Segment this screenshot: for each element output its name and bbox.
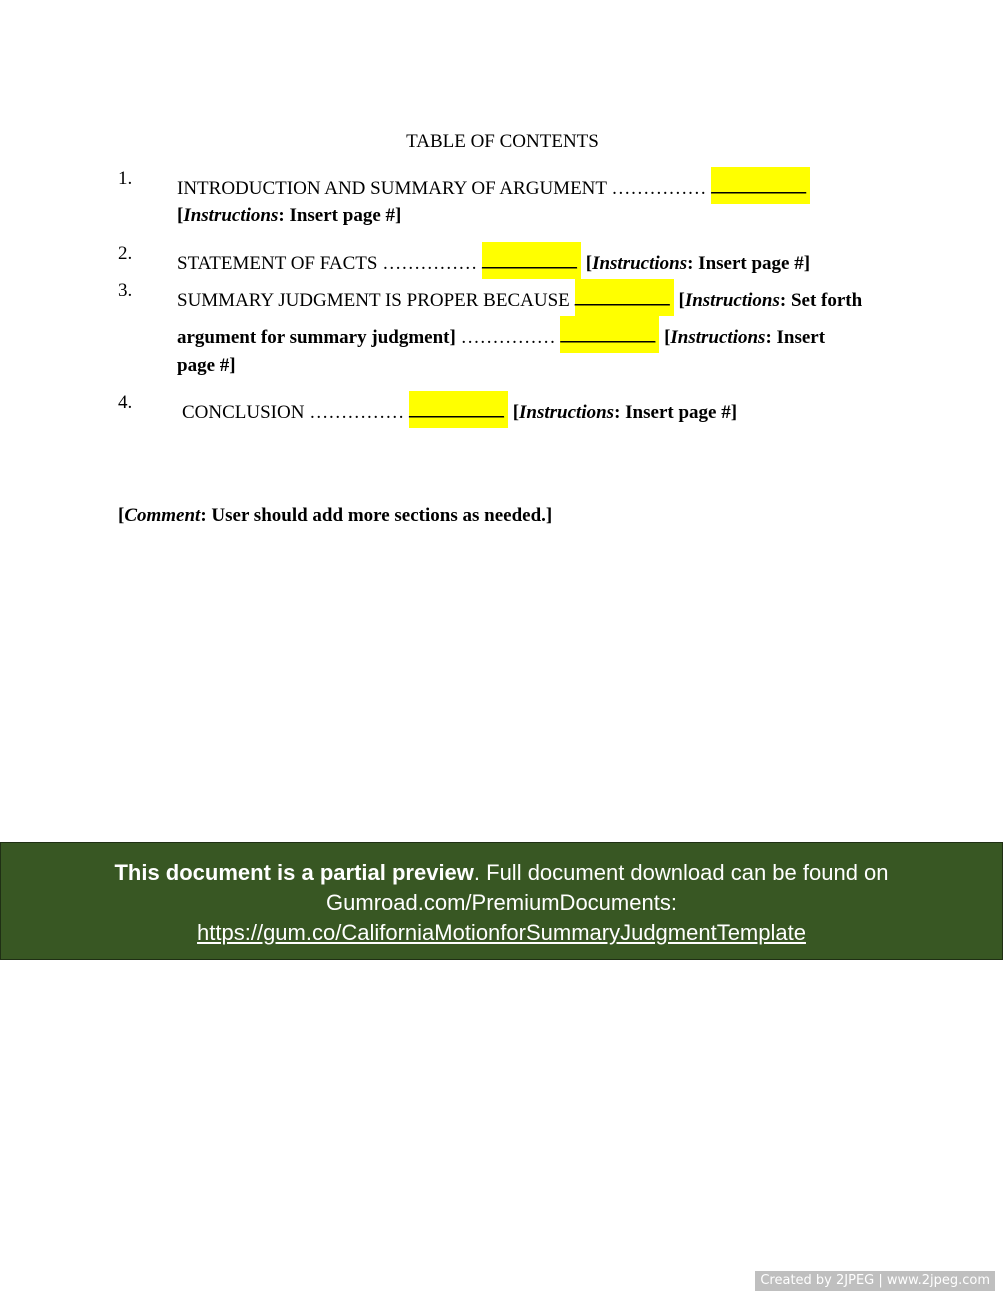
toc-item-3-page-field[interactable] — [560, 316, 659, 353]
instructions-text: : Set forth — [779, 290, 863, 311]
toc-item-1-dots: …………… — [611, 178, 707, 199]
preview-banner — [0, 842, 1003, 960]
toc-item-2-line — [177, 242, 810, 279]
instructions-text: : Insert page #] — [614, 402, 738, 423]
toc-item-3-heading-field[interactable] — [575, 279, 674, 316]
toc-item-3-text: SUMMARY JUDGMENT IS PROPER BECAUSE — [177, 290, 570, 311]
toc-item-4-dots: …………… — [309, 402, 405, 423]
instructions-text: : Insert page #] — [687, 253, 811, 274]
toc-title: TABLE OF CONTENTS — [406, 131, 599, 152]
banner-strong: This document is a partial preview — [114, 860, 474, 885]
bracket: [ — [177, 205, 184, 226]
instructions-label: Instructions — [183, 205, 279, 226]
toc-item-4-line — [182, 391, 737, 428]
toc-item-4-text: CONCLUSION — [182, 402, 305, 423]
toc-comment — [118, 504, 552, 528]
toc-item-4-page-field[interactable] — [409, 391, 508, 428]
toc-item-2-dots: …………… — [382, 253, 478, 274]
toc-item-3-dots: …………… — [460, 327, 556, 348]
toc-item-3-instructions-2 — [664, 327, 825, 348]
toc-item-3-line-2 — [177, 316, 825, 353]
toc-item-4-number: 4. — [118, 392, 133, 413]
page-blank: __________ — [560, 324, 656, 345]
toc-item-1-text: INTRODUCTION AND SUMMARY OF ARGUMENT — [177, 178, 607, 199]
banner-line-1 — [1, 858, 1002, 888]
toc-item-1-number: 1. — [118, 168, 133, 189]
instructions-label: Instructions — [670, 327, 766, 348]
banner-rest: . Full document download can be found on — [473, 860, 889, 885]
instructions-label: Instructions — [592, 253, 688, 274]
toc-item-2-page-field[interactable] — [482, 242, 581, 279]
page-blank: __________ — [408, 399, 504, 420]
instructions-text: : Insert — [765, 327, 826, 348]
toc-item-2-text: STATEMENT OF FACTS — [177, 253, 378, 274]
toc-item-1-line — [177, 167, 810, 204]
bracket: [ — [585, 253, 593, 274]
toc-item-3-line — [177, 279, 862, 316]
watermark-stamp: Created by 2JPEG | www.2jpeg.com — [755, 1271, 995, 1291]
toc-item-1-page-field[interactable] — [711, 167, 810, 204]
instructions-label: Instructions — [684, 290, 780, 311]
instructions-text: : Insert page #] — [278, 205, 402, 226]
banner-line-2: Gumroad.com/PremiumDocuments: — [326, 890, 677, 915]
page-blank: __________ — [481, 250, 577, 271]
bracket: [ — [512, 402, 520, 423]
toc-item-3-number: 3. — [118, 280, 133, 301]
toc-item-2-instructions — [586, 253, 810, 274]
bracket: [ — [678, 290, 685, 311]
toc-item-3-line-2-text: argument for summary judgment] — [177, 327, 456, 348]
toc-item-3-instructions-1 — [679, 290, 863, 311]
bracket: [ — [118, 505, 125, 526]
page-blank: __________ — [711, 175, 807, 196]
toc-item-4-instructions — [513, 402, 737, 423]
bracket: [ — [664, 327, 671, 348]
banner-download-link[interactable]: https://gum.co/CaliforniaMotionforSummaryJudgmentTemplate — [197, 920, 806, 945]
toc-item-1-instructions — [177, 204, 401, 228]
toc-item-2-number: 2. — [118, 243, 133, 264]
comment-label: Comment — [124, 505, 201, 526]
toc-item-3-line-3: page #] — [177, 355, 236, 376]
heading-blank: __________ — [574, 287, 670, 308]
comment-text: : User should add more sections as needed.] — [200, 505, 553, 526]
instructions-label: Instructions — [519, 402, 615, 423]
